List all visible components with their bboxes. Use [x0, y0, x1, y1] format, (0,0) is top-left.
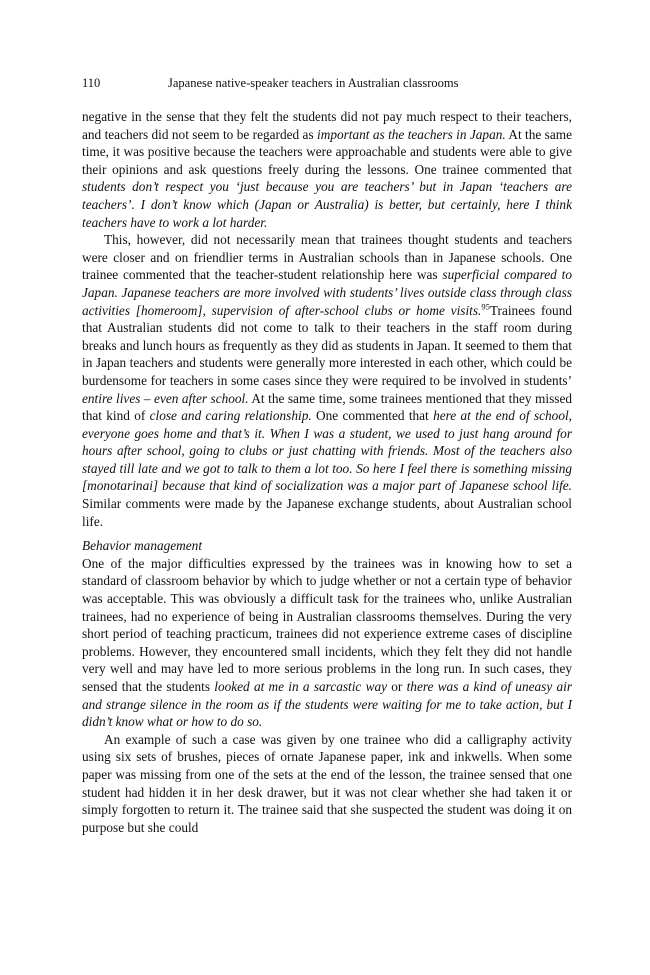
italic-quote: close and caring relationship.	[149, 408, 312, 424]
italic-quote: entire lives – even after school.	[82, 390, 249, 406]
paragraph-2	[82, 231, 572, 530]
text-run: Similar comments were made by the Japanese exchange students, about Australian school life.	[82, 496, 572, 529]
paragraph-3	[82, 555, 572, 731]
paragraph-4	[82, 731, 572, 837]
text-run: or	[387, 679, 407, 694]
italic-quote: looked at me in a sarcastic way	[214, 679, 388, 694]
italic-quote: superficial compared to Japan. Japanese teachers are more involved with students’ lives outside class through class activities [homeroom], supervision of after-school clubs or home visits.	[82, 267, 572, 318]
italic-quote: here at the end of school, everyone goes home and that’s it. When I was a student, we used to just hang around for hours after school, going to clubs or just chatting with friends. Most of the teachers also stayed till late and we got to talk to them a lot too. So here I feel there is something missing [monotarinai] because that kind of socialization was a major part of Japanese school life.	[82, 408, 572, 494]
section-heading: Behavior management	[82, 538, 203, 554]
text-run: Trainees found that Australian students did not come to talk to their teachers in the staff room during breaks and lunch hours as frequently as they did as students in Japan. It seemed to them that in Japan teachers and students were generally more interested in each other, which could be burdensome for teachers in some cases since they were required to be involved in students’	[82, 302, 572, 388]
text-run: One commented that	[311, 408, 434, 424]
text-run: This, however, did not necessarily mean that trainees thought students and teachers were closer and on friendlier terms in Australian schools than in Japanese schools. One trainee commented that the teacher-student relationship here was	[82, 232, 572, 283]
page-number: 110	[82, 76, 101, 90]
text-run: At the same time, it was positive because the teachers were approachable and students were able to give their opinions and ask questions freely during the lessons. One trainee commented that	[82, 126, 572, 177]
body-text	[82, 108, 572, 836]
italic-quote: important as the teachers in Japan.	[317, 126, 506, 142]
text-run: negative in the sense that they felt the students did not pay much respect to their teachers, and teachers did not seem to be regarded as	[82, 109, 572, 142]
text-run: An example of such a case was given by one trainee who did a calligraphy activity using six sets of brushes, pieces of ornate Japanese paper, ink and inkwells. When some paper was missing from one of the sets at the end of the lesson, the trainee sensed that one student had hidden it in her desk drawer, but it was not clear whether she had taken it or simply forgotten to return it. The trainee said that she suspected the student was doing it on purpose but she could	[82, 731, 572, 835]
italic-quote: students don’t respect you ‘just because you are teachers’ but in Japan ‘teachers are teachers’. I don’t know which (Japan or Australia) is better, but certainly, here I think teachers have to work a lot harder.	[82, 179, 572, 230]
paragraph-1	[82, 108, 572, 231]
italic-quote: there was a kind of uneasy air and strange silence in the room as if the students were waiting for me to take action, but I didn’t know what or how to do so.	[82, 679, 572, 730]
text-run: One of the major difficulties expressed by the trainees was in knowing how to set a standard of classroom behavior by which to judge whether or not a certain type of behavior was acceptable. This was obviously a difficult task for the trainees who, unlike Australian trainees, had no experience of being in Australian classrooms themselves. During the very short period of teaching practicum, trainees did not experience extreme cases of discipline problems. However, they encountered small incidents, which they felt they did not handle very well and may have led to more serious problems in the long run. In such cases, they sensed that the students	[82, 555, 572, 694]
running-title: Japanese native-speaker teachers in Australian classrooms	[168, 76, 459, 90]
text-run: At the same time, some trainees mentioned that they missed that kind of	[82, 390, 572, 424]
footnote-ref: 95	[481, 301, 490, 312]
